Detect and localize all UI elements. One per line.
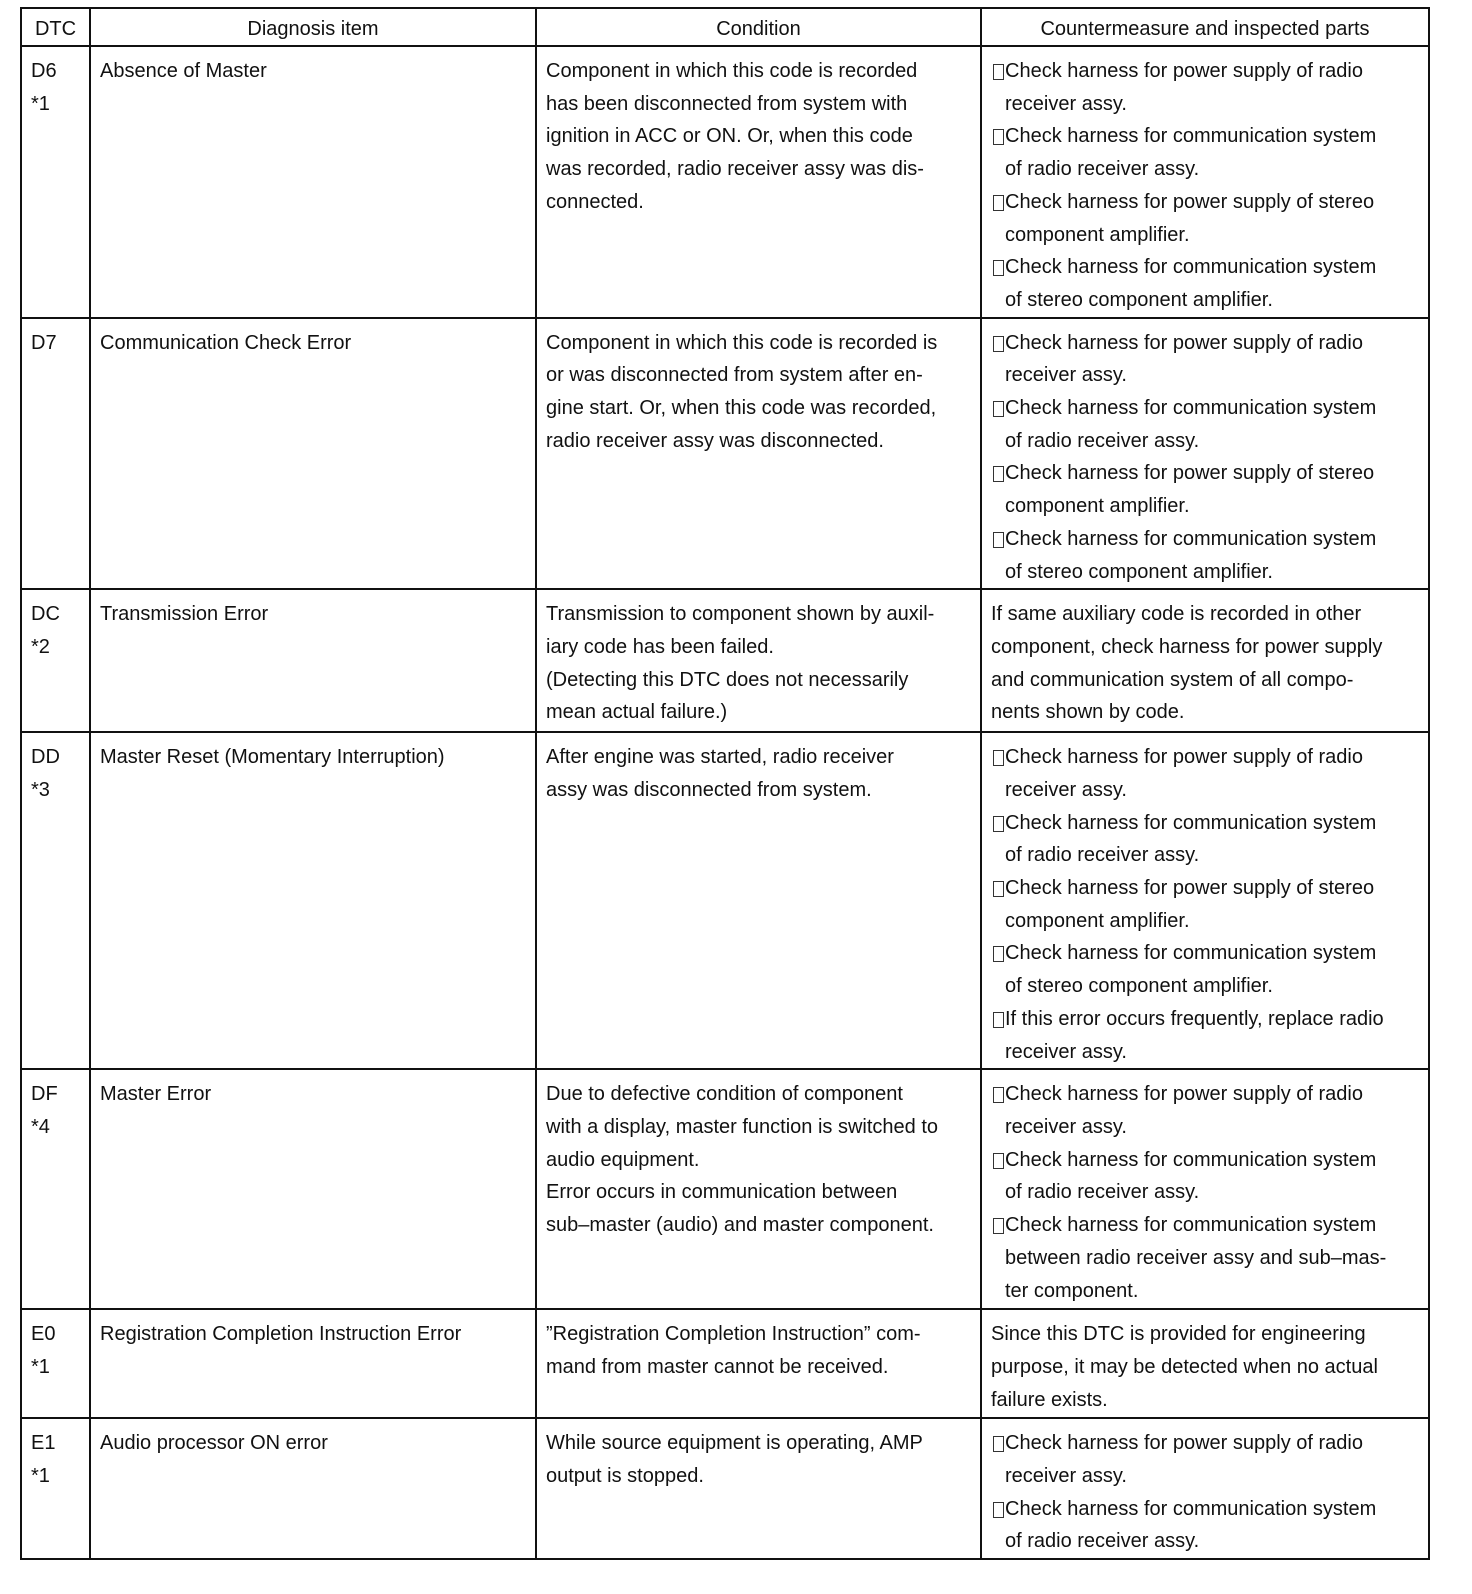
header-diagnosis-item: Diagnosis item <box>90 8 536 46</box>
countermeasure-item <box>993 457 1419 522</box>
countermeasure-item <box>993 55 1419 120</box>
checkbox-bullet-icon <box>993 129 1004 145</box>
countermeasure-item <box>993 872 1419 937</box>
checkbox-bullet-icon <box>993 1153 1004 1169</box>
countermeasure-text: Check harness for communication system of stereo component amplifier. <box>1005 527 1377 583</box>
table-row <box>21 1309 1429 1418</box>
condition-cell: ”Registration Completion Instruction” com- mand from master cannot be received. <box>536 1309 981 1418</box>
checkbox-bullet-icon <box>993 64 1004 80</box>
checkbox-bullet-icon <box>993 1012 1004 1028</box>
checkbox-bullet-icon <box>993 1218 1004 1234</box>
countermeasure-item <box>993 251 1419 316</box>
countermeasure-text: Check harness for power supply of stereo component amplifier. <box>1005 462 1375 518</box>
countermeasure-item <box>993 1144 1419 1209</box>
dtc-cell: DC *2 <box>21 589 90 732</box>
header-row <box>21 8 1429 46</box>
checkbox-bullet-icon <box>993 336 1004 352</box>
countermeasure-text: Check harness for power supply of radio receiver assy. <box>1005 746 1363 801</box>
countermeasure-text: Check harness for power supply of radio receiver assy. <box>1005 331 1363 387</box>
countermeasure-text: Check harness for communication system of stereo component amplifier. <box>1005 256 1377 311</box>
table-row <box>21 1418 1429 1559</box>
header-condition: Condition <box>536 8 981 46</box>
countermeasure-cell: If same auxiliary code is recorded in other component, check harness for power supply and communication system of all compo- nents shown by code. <box>981 589 1429 732</box>
table-row <box>21 732 1429 1069</box>
countermeasure-item <box>993 327 1419 392</box>
dtc-cell: D6 *1 <box>21 46 90 318</box>
header-dtc: DTC <box>21 8 90 46</box>
dtc-cell: DF *4 <box>21 1069 90 1309</box>
countermeasure-text: Check harness for communication system of stereo component amplifier. <box>1005 942 1377 998</box>
checkbox-bullet-icon <box>993 816 1004 832</box>
table-row <box>21 1069 1429 1309</box>
countermeasure-item <box>993 1427 1419 1492</box>
diagnosis-item-cell: Absence of Master <box>90 46 536 318</box>
countermeasure-item <box>993 120 1419 185</box>
condition-cell: Component in which this code is recorded has been disconnected from system with ignition in ACC or ON. Or, when this code was recorded, radio receiver assy was dis- connected. <box>536 46 981 318</box>
condition-cell: After engine was started, radio receiver assy was disconnected from system. <box>536 732 981 1069</box>
checkbox-bullet-icon <box>993 750 1004 766</box>
countermeasure-text: Check harness for power supply of stereo component amplifier. <box>1005 190 1375 246</box>
table-row <box>21 46 1429 318</box>
countermeasure-text: Check harness for communication system between radio receiver assy and sub–mas- ter component. <box>1005 1214 1387 1302</box>
countermeasure-item <box>993 741 1419 806</box>
table-row <box>21 318 1429 590</box>
countermeasure-text: If this error occurs frequently, replace radio receiver assy. <box>1005 1007 1384 1063</box>
checkbox-bullet-icon <box>993 195 1004 211</box>
condition-cell: Transmission to component shown by auxil- iary code has been failed. (Detecting this DTC does not necessarily mean actual failure.) <box>536 589 981 732</box>
diagnosis-item-cell: Transmission Error <box>90 589 536 732</box>
dtc-cell: D7 <box>21 318 90 590</box>
checkbox-bullet-icon <box>993 881 1004 897</box>
condition-cell: While source equipment is operating, AMP output is stopped. <box>536 1418 981 1559</box>
countermeasure-text: Check harness for communication system of radio receiver assy. <box>1005 397 1377 452</box>
countermeasure-item <box>993 1078 1419 1143</box>
diagnosis-item-cell: Audio processor ON error <box>90 1418 536 1559</box>
countermeasure-item <box>993 186 1419 251</box>
countermeasure-cell <box>981 46 1429 318</box>
dtc-table <box>20 7 1430 1560</box>
countermeasure-text: Check harness for power supply of stereo component amplifier. <box>1005 877 1375 932</box>
countermeasure-item <box>993 1003 1419 1068</box>
countermeasure-text: Check harness for communication system of radio receiver assy. <box>1005 125 1377 181</box>
countermeasure-cell <box>981 318 1429 590</box>
checkbox-bullet-icon <box>993 1087 1004 1103</box>
diagnosis-item-cell: Registration Completion Instruction Error <box>90 1309 536 1418</box>
countermeasure-cell: Since this DTC is provided for engineering purpose, it may be detected when no actual failure exists. <box>981 1309 1429 1418</box>
countermeasure-item <box>993 937 1419 1002</box>
checkbox-bullet-icon <box>993 1436 1004 1452</box>
countermeasure-item <box>993 523 1419 588</box>
table-row <box>21 589 1429 732</box>
countermeasure-item <box>993 1209 1419 1307</box>
dtc-cell: E0 *1 <box>21 1309 90 1418</box>
countermeasure-cell <box>981 1418 1429 1559</box>
countermeasure-text: Check harness for power supply of radio receiver assy. <box>1005 1083 1363 1138</box>
countermeasure-text: Check harness for communication system of radio receiver assy. <box>1005 1148 1377 1204</box>
countermeasure-item <box>993 807 1419 872</box>
countermeasure-text: Check harness for power supply of radio receiver assy. <box>1005 1432 1363 1487</box>
countermeasure-text: Check harness for communication system of radio receiver assy. <box>1005 811 1377 867</box>
checkbox-bullet-icon <box>993 946 1004 962</box>
checkbox-bullet-icon <box>993 1502 1004 1518</box>
dtc-cell: E1 *1 <box>21 1418 90 1559</box>
checkbox-bullet-icon <box>993 532 1004 548</box>
checkbox-bullet-icon <box>993 260 1004 276</box>
countermeasure-cell <box>981 1069 1429 1309</box>
diagnosis-item-cell: Master Reset (Momentary Interruption) <box>90 732 536 1069</box>
condition-cell: Component in which this code is recorded is or was disconnected from system after en- gine start. Or, when this code was recorded, radio receiver assy was disconnected. <box>536 318 981 590</box>
dtc-cell: DD *3 <box>21 732 90 1069</box>
header-countermeasure: Countermeasure and inspected parts <box>981 8 1429 46</box>
checkbox-bullet-icon <box>993 466 1004 482</box>
checkbox-bullet-icon <box>993 401 1004 417</box>
countermeasure-text: Check harness for power supply of radio receiver assy. <box>1005 60 1363 115</box>
countermeasure-item <box>993 1493 1419 1558</box>
countermeasure-item <box>993 392 1419 457</box>
diagnosis-item-cell: Master Error <box>90 1069 536 1309</box>
countermeasure-text: Check harness for communication system of radio receiver assy. <box>1005 1497 1377 1553</box>
diagnosis-item-cell: Communication Check Error <box>90 318 536 590</box>
countermeasure-cell <box>981 732 1429 1069</box>
condition-cell: Due to defective condition of component with a display, master function is switched to audio equipment. Error occurs in communication between sub–master (audio) and master component. <box>536 1069 981 1309</box>
